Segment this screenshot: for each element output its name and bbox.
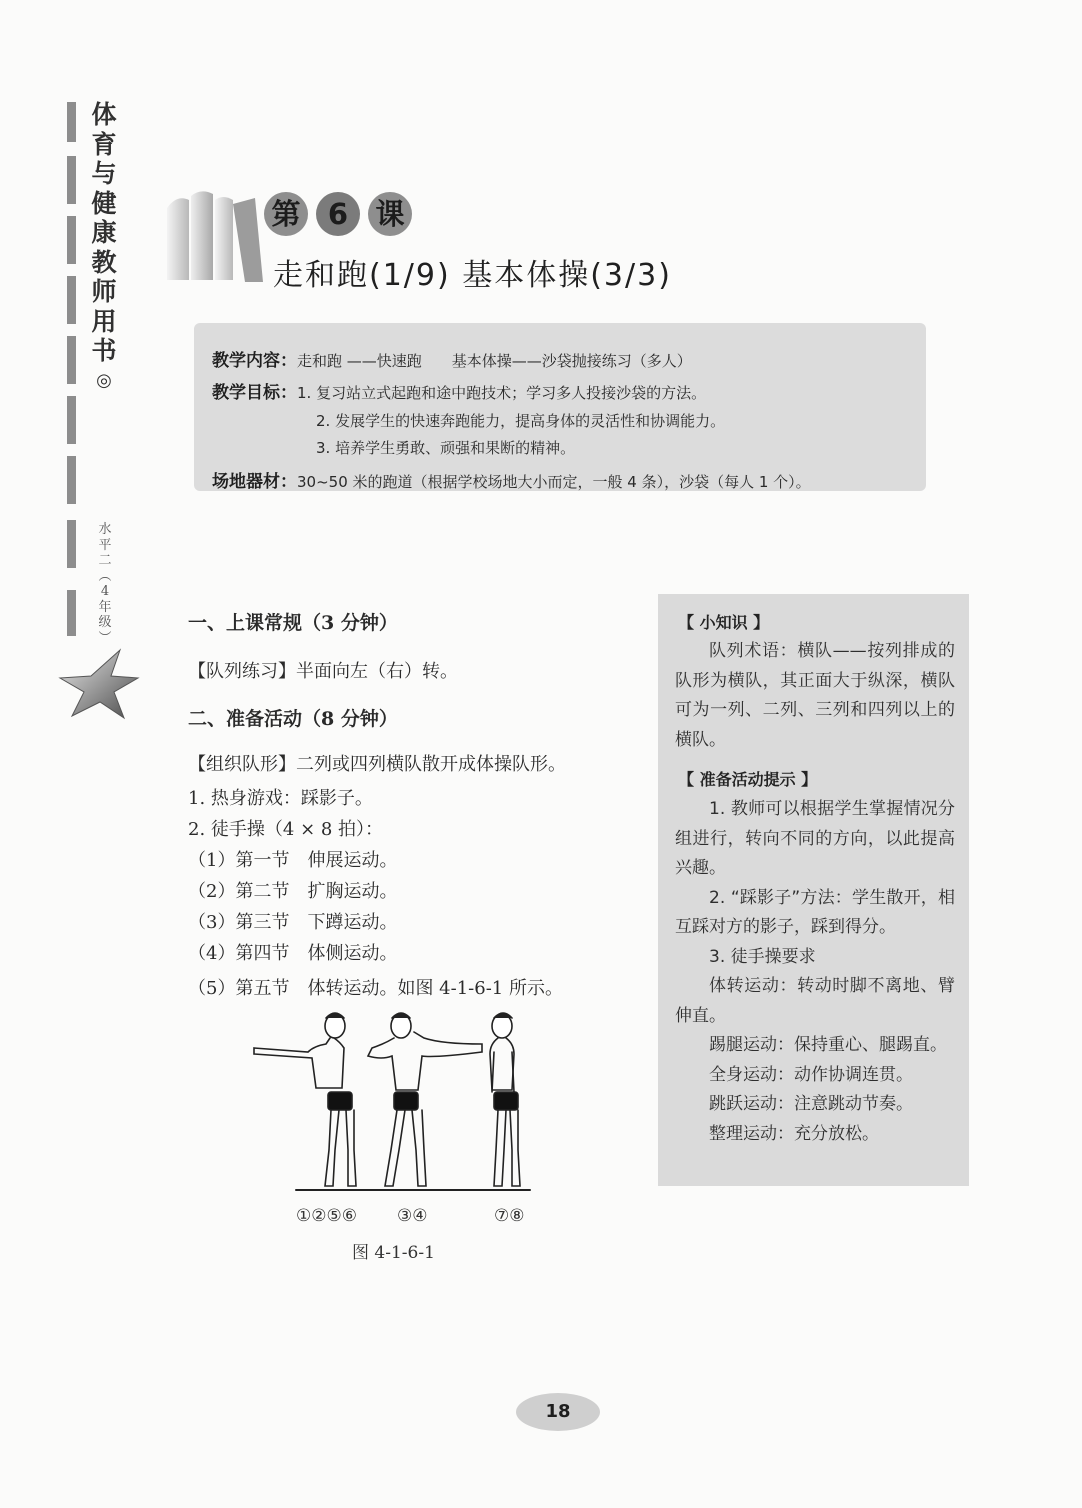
books-icon bbox=[163, 190, 263, 282]
figure-person-2 bbox=[368, 1013, 482, 1186]
lesson-title: 走和跑(1/9) 基本体操(3/3) bbox=[273, 258, 672, 293]
warmup-game: 1. 热身游戏：踩影子。 bbox=[188, 788, 373, 809]
equipment: 场地器材：30~50 米的跑道（根据学校场地大小而定，一般 4 条），沙袋（每人 1 个）。 bbox=[212, 472, 811, 492]
exercise-item: （4）第四节 体侧运动。 bbox=[188, 943, 398, 964]
lesson-di: 第 bbox=[264, 192, 308, 236]
goal-2: 2. 发展学生的快速奔跑能力，提高身体的灵活性和协调能力。 bbox=[316, 412, 726, 430]
exercise-item: （1）第一节 伸展运动。 bbox=[188, 850, 398, 871]
grade-level: 水 平 二 ︵ 4 年 级 ︶ bbox=[98, 522, 112, 646]
teaching-goals: 教学目标：1. 复习站立式起跑和途中跑技术；学习多人投接沙袋的方法。 bbox=[212, 383, 707, 403]
prep-tips-text: 1. 教师可以根据学生掌握情况分组进行，转向不同的方向，以此提高兴趣。 2. “踩影子”方法：学生散开，相互踩对方的影子，踩到得分。 3. 徒手操要求 体转运动：转动时脚不离地、臂伸直。 踢腿运动：保持重心、腿踢直。 全身运动：动作协调连贯。 跳跃运动：注意跳动节奏。 整理运动：充分放松。 bbox=[675, 799, 955, 1144]
lesson-number-value: 6 bbox=[316, 192, 360, 236]
drill-text: 【队列练习】半面向左（右）转。 bbox=[188, 661, 458, 682]
figure-label: ⑦⑧ bbox=[494, 1206, 525, 1226]
star-icon bbox=[58, 648, 140, 720]
teaching-content: 教学内容：走和跑 ——快速跑 基本体操——沙袋抛接练习（多人） bbox=[212, 351, 692, 371]
figure-label: ③④ bbox=[397, 1206, 428, 1226]
exercise-item: （2）第二节 扩胸运动。 bbox=[188, 881, 398, 902]
book-title: 体 育 与 健 康 教 师 用 书 ◎ bbox=[91, 100, 117, 391]
figure-person-1 bbox=[254, 1013, 356, 1186]
exercise-title: 2. 徒手操（4 × 8 拍）： bbox=[188, 819, 384, 840]
knowledge-heading: 【 小知识 】 bbox=[678, 613, 770, 632]
goal-3: 3. 培养学生勇敢、顽强和果断的精神。 bbox=[316, 439, 576, 457]
prep-tips-heading: 【 准备活动提示 】 bbox=[678, 770, 818, 789]
formation-text: 【组织队形】二列或四列横队散开成体操队形。 bbox=[188, 754, 566, 775]
section-heading-2: 二、准备活动（8 分钟） bbox=[188, 708, 398, 730]
figure-label: ①②⑤⑥ bbox=[296, 1206, 357, 1226]
knowledge-text: 队列术语：横队——按列排成的队形为横队，其正面大于纵深，横队可为一列、二列、三列和四列以上的横队。 bbox=[675, 641, 955, 750]
exercise-item: （5）第五节 体转运动。如图 4-1-6-1 所示。 bbox=[188, 978, 563, 999]
section-heading-1: 一、上课常规（3 分钟） bbox=[188, 612, 398, 634]
exercise-item: （3）第三节 下蹲运动。 bbox=[188, 912, 398, 933]
exercise-illustration bbox=[248, 1008, 538, 1198]
figure-person-3 bbox=[490, 1013, 520, 1186]
page-number: 18 bbox=[516, 1393, 600, 1431]
figure-caption: 图 4-1-6-1 bbox=[352, 1243, 435, 1263]
lesson-number bbox=[264, 192, 412, 242]
lesson-ke: 课 bbox=[368, 192, 412, 236]
